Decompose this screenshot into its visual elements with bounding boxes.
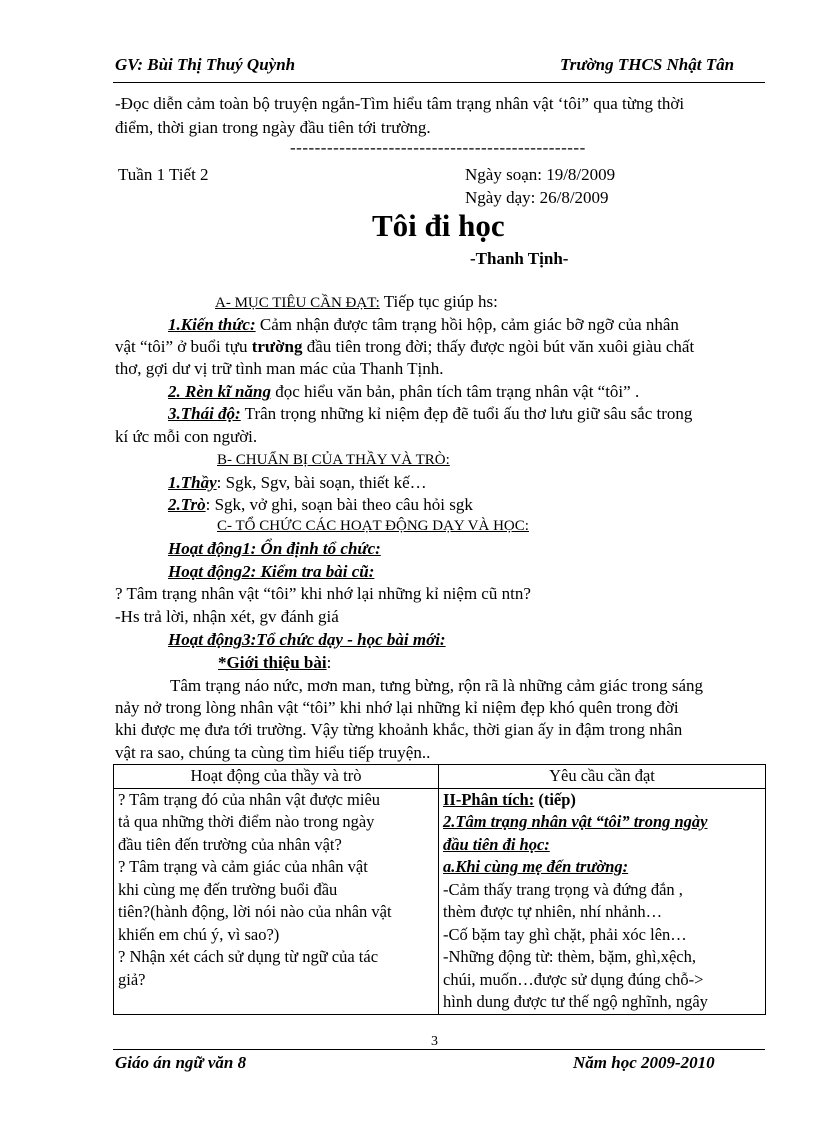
activity-line: tả qua những thời điểm nào trong ngày xyxy=(118,812,375,831)
footer-subject: Giáo án ngữ văn 8 xyxy=(115,1053,247,1072)
attitude-label: 3.Thái độ: xyxy=(168,404,241,423)
activity-1: Hoạt động1: Ổn định tổ chức: xyxy=(168,539,381,558)
activity-3: Hoạt động3:Tổ chức dạy - học bài mới: xyxy=(168,630,446,649)
student-prep xyxy=(168,495,473,515)
activity-line: giả? xyxy=(118,969,146,989)
skill-line xyxy=(168,382,639,402)
section-c-heading: C- TỔ CHỨC CÁC HOẠT ĐỘNG DẠY VÀ HỌC: xyxy=(217,518,529,534)
requirement-line: -Cố bặm tay ghì chặt, phải xóc lên… xyxy=(443,924,687,944)
header-teacher: GV: Bùi Thị Thuý Quỳnh xyxy=(115,55,296,74)
skill-text: đọc hiểu văn bản, phân tích tâm trạng nhân vật “tôi” . xyxy=(270,382,640,401)
attitude-line-2: kí ức mỗi con người. xyxy=(115,427,258,446)
intro-label-line xyxy=(218,653,331,673)
table-header-activities: Hoạt động của thầy và trò xyxy=(114,765,439,789)
knowledge-line-3: thơ, gợi dư vị trữ tình man mác của Thanh Tịnh. xyxy=(115,359,444,378)
knowledge-text-2b: trường xyxy=(251,337,303,356)
intro-label: *Giới thiệu bài xyxy=(218,653,327,672)
section-b-heading: B- CHUẨN BỊ CỦA THẦY VÀ TRÒ: xyxy=(217,452,450,468)
requirement-line: -Những động từ: thèm, bặm, ghì,xệch, xyxy=(443,947,696,966)
knowledge-text-1: Cảm nhận được tâm trạng hồi hộp, cảm giác bỡ ngỡ của nhân xyxy=(255,315,679,334)
attitude-line-1 xyxy=(168,404,692,424)
review-question: ? Tâm trạng nhân vật “tôi” khi nhớ lại những kỉ niệm cũ ntn? xyxy=(115,584,531,603)
table-row xyxy=(114,788,766,1014)
requirement-line: chúi, muốn…được sử dụng đúng chỗ-> xyxy=(443,969,704,989)
intro-line-1: -Đọc diễn cảm toàn bộ truyện ngắn-Tìm hiểu tâm trạng nhân vật ‘tôi” qua từng thời xyxy=(115,94,685,113)
lesson-title: Tôi đi học xyxy=(372,208,505,243)
activity-line: khi cùng mẹ đến trường buổi đầu xyxy=(118,879,338,899)
requirements-cell xyxy=(439,788,766,1014)
knowledge-text-2a: vật “tôi” ở buổi tựu xyxy=(115,337,252,356)
week-period: Tuần 1 Tiết 2 xyxy=(118,165,209,184)
table-header-requirements: Yêu cầu cần đạt xyxy=(439,765,766,789)
teacher-prep xyxy=(168,473,427,493)
activity-line: ? Tâm trạng đó của nhân vật được miêu xyxy=(118,789,381,809)
header-rule xyxy=(113,82,765,83)
sub-heading-a: a.Khi cùng mẹ đến trường: xyxy=(443,857,629,876)
activities-cell xyxy=(114,788,439,1014)
student-text: : Sgk, vở ghi, soạn bài theo câu hỏi sgk xyxy=(205,495,473,514)
teach-date: Ngày dạy: 26/8/2009 xyxy=(465,188,609,207)
table-header-row xyxy=(114,765,766,789)
review-answer: -Hs trả lời, nhận xét, gv đánh giá xyxy=(115,607,339,626)
teacher-text: : Sgk, Sgv, bài soạn, thiết kế… xyxy=(216,473,427,492)
section-a-heading-tail: Tiếp tục giúp hs: xyxy=(379,292,498,311)
intro-para-3: khi được mẹ đưa tới trường. Vậy từng khoảnh khắc, thời gian ấy in đậm trong nhân xyxy=(115,720,683,739)
intro-para-1: Tâm trạng náo nức, mơn man, tưng bừng, rộn rã là những cảm giác trong sáng xyxy=(170,676,704,695)
mood-heading-1: 2.Tâm trạng nhân vật “tôi” trong ngày xyxy=(443,812,708,831)
skill-label: 2. Rèn kĩ năng xyxy=(168,382,271,401)
separator-dashes: ------------------------------------------------ xyxy=(290,138,586,157)
student-label: 2.Trò xyxy=(168,495,206,514)
prep-date: Ngày soạn: 19/8/2009 xyxy=(465,165,616,184)
teacher-label: 1.Thầy xyxy=(168,473,217,492)
section-a xyxy=(215,292,498,312)
knowledge-line-1 xyxy=(168,315,679,335)
analysis-heading-tail: (tiếp) xyxy=(534,789,576,809)
analysis-heading: II-Phân tích: xyxy=(443,789,535,809)
intro-para-4: vật ra sao, chúng ta cùng tìm hiểu tiếp truyện.. xyxy=(115,743,431,762)
author: -Thanh Tịnh- xyxy=(470,249,569,268)
footer-school-year: Năm học 2009-2010 xyxy=(573,1053,715,1072)
mood-heading-2: đầu tiên đi học: xyxy=(443,834,550,854)
intro-para-2: nảy nở trong lòng nhân vật “tôi” khi nhớ lại những kỉ niệm đẹp khó quên trong đời xyxy=(115,698,679,717)
page-number: 3 xyxy=(431,1034,438,1049)
knowledge-text-2c: đầu tiên trong đời; thấy được ngòi bút văn xuôi giàu chất xyxy=(302,337,695,356)
knowledge-label: 1.Kiến thức: xyxy=(168,315,256,334)
activity-line: khiến em chú ý, vì sao?) xyxy=(118,924,280,944)
knowledge-line-2 xyxy=(115,337,694,357)
requirement-line: thèm được tự nhiên, nhí nhảnh… xyxy=(443,902,663,921)
footer-rule xyxy=(113,1049,765,1050)
intro-line-2: điểm, thời gian trong ngày đầu tiên tới trường. xyxy=(115,118,431,137)
activity-line: ? Nhận xét cách sử dụng từ ngữ của tác xyxy=(118,947,379,966)
intro-colon: : xyxy=(326,653,332,672)
activity-line: ? Tâm trạng và cảm giác của nhân vật xyxy=(118,857,368,876)
activity-line: đầu tiên đến trường của nhân vật? xyxy=(118,834,342,854)
activity-table xyxy=(113,764,766,1015)
header-school: Trường THCS Nhật Tân xyxy=(560,55,735,74)
section-a-heading: A- MỤC TIÊU CẦN ĐẠT: xyxy=(215,295,380,311)
requirement-line: -Cảm thấy trang trọng và đứng đắn , xyxy=(443,879,683,899)
activity-line: tiên?(hành động, lời nói nào của nhân vật xyxy=(118,902,392,921)
requirement-line: hình dung được tư thế ngộ nghĩnh, ngây xyxy=(443,992,708,1011)
activity-2: Hoạt động2: Kiểm tra bài cũ: xyxy=(168,562,375,581)
attitude-text-1: Trân trọng những kỉ niệm đẹp đẽ tuổi ấu thơ lưu giữ sâu sắc trong xyxy=(240,404,693,423)
